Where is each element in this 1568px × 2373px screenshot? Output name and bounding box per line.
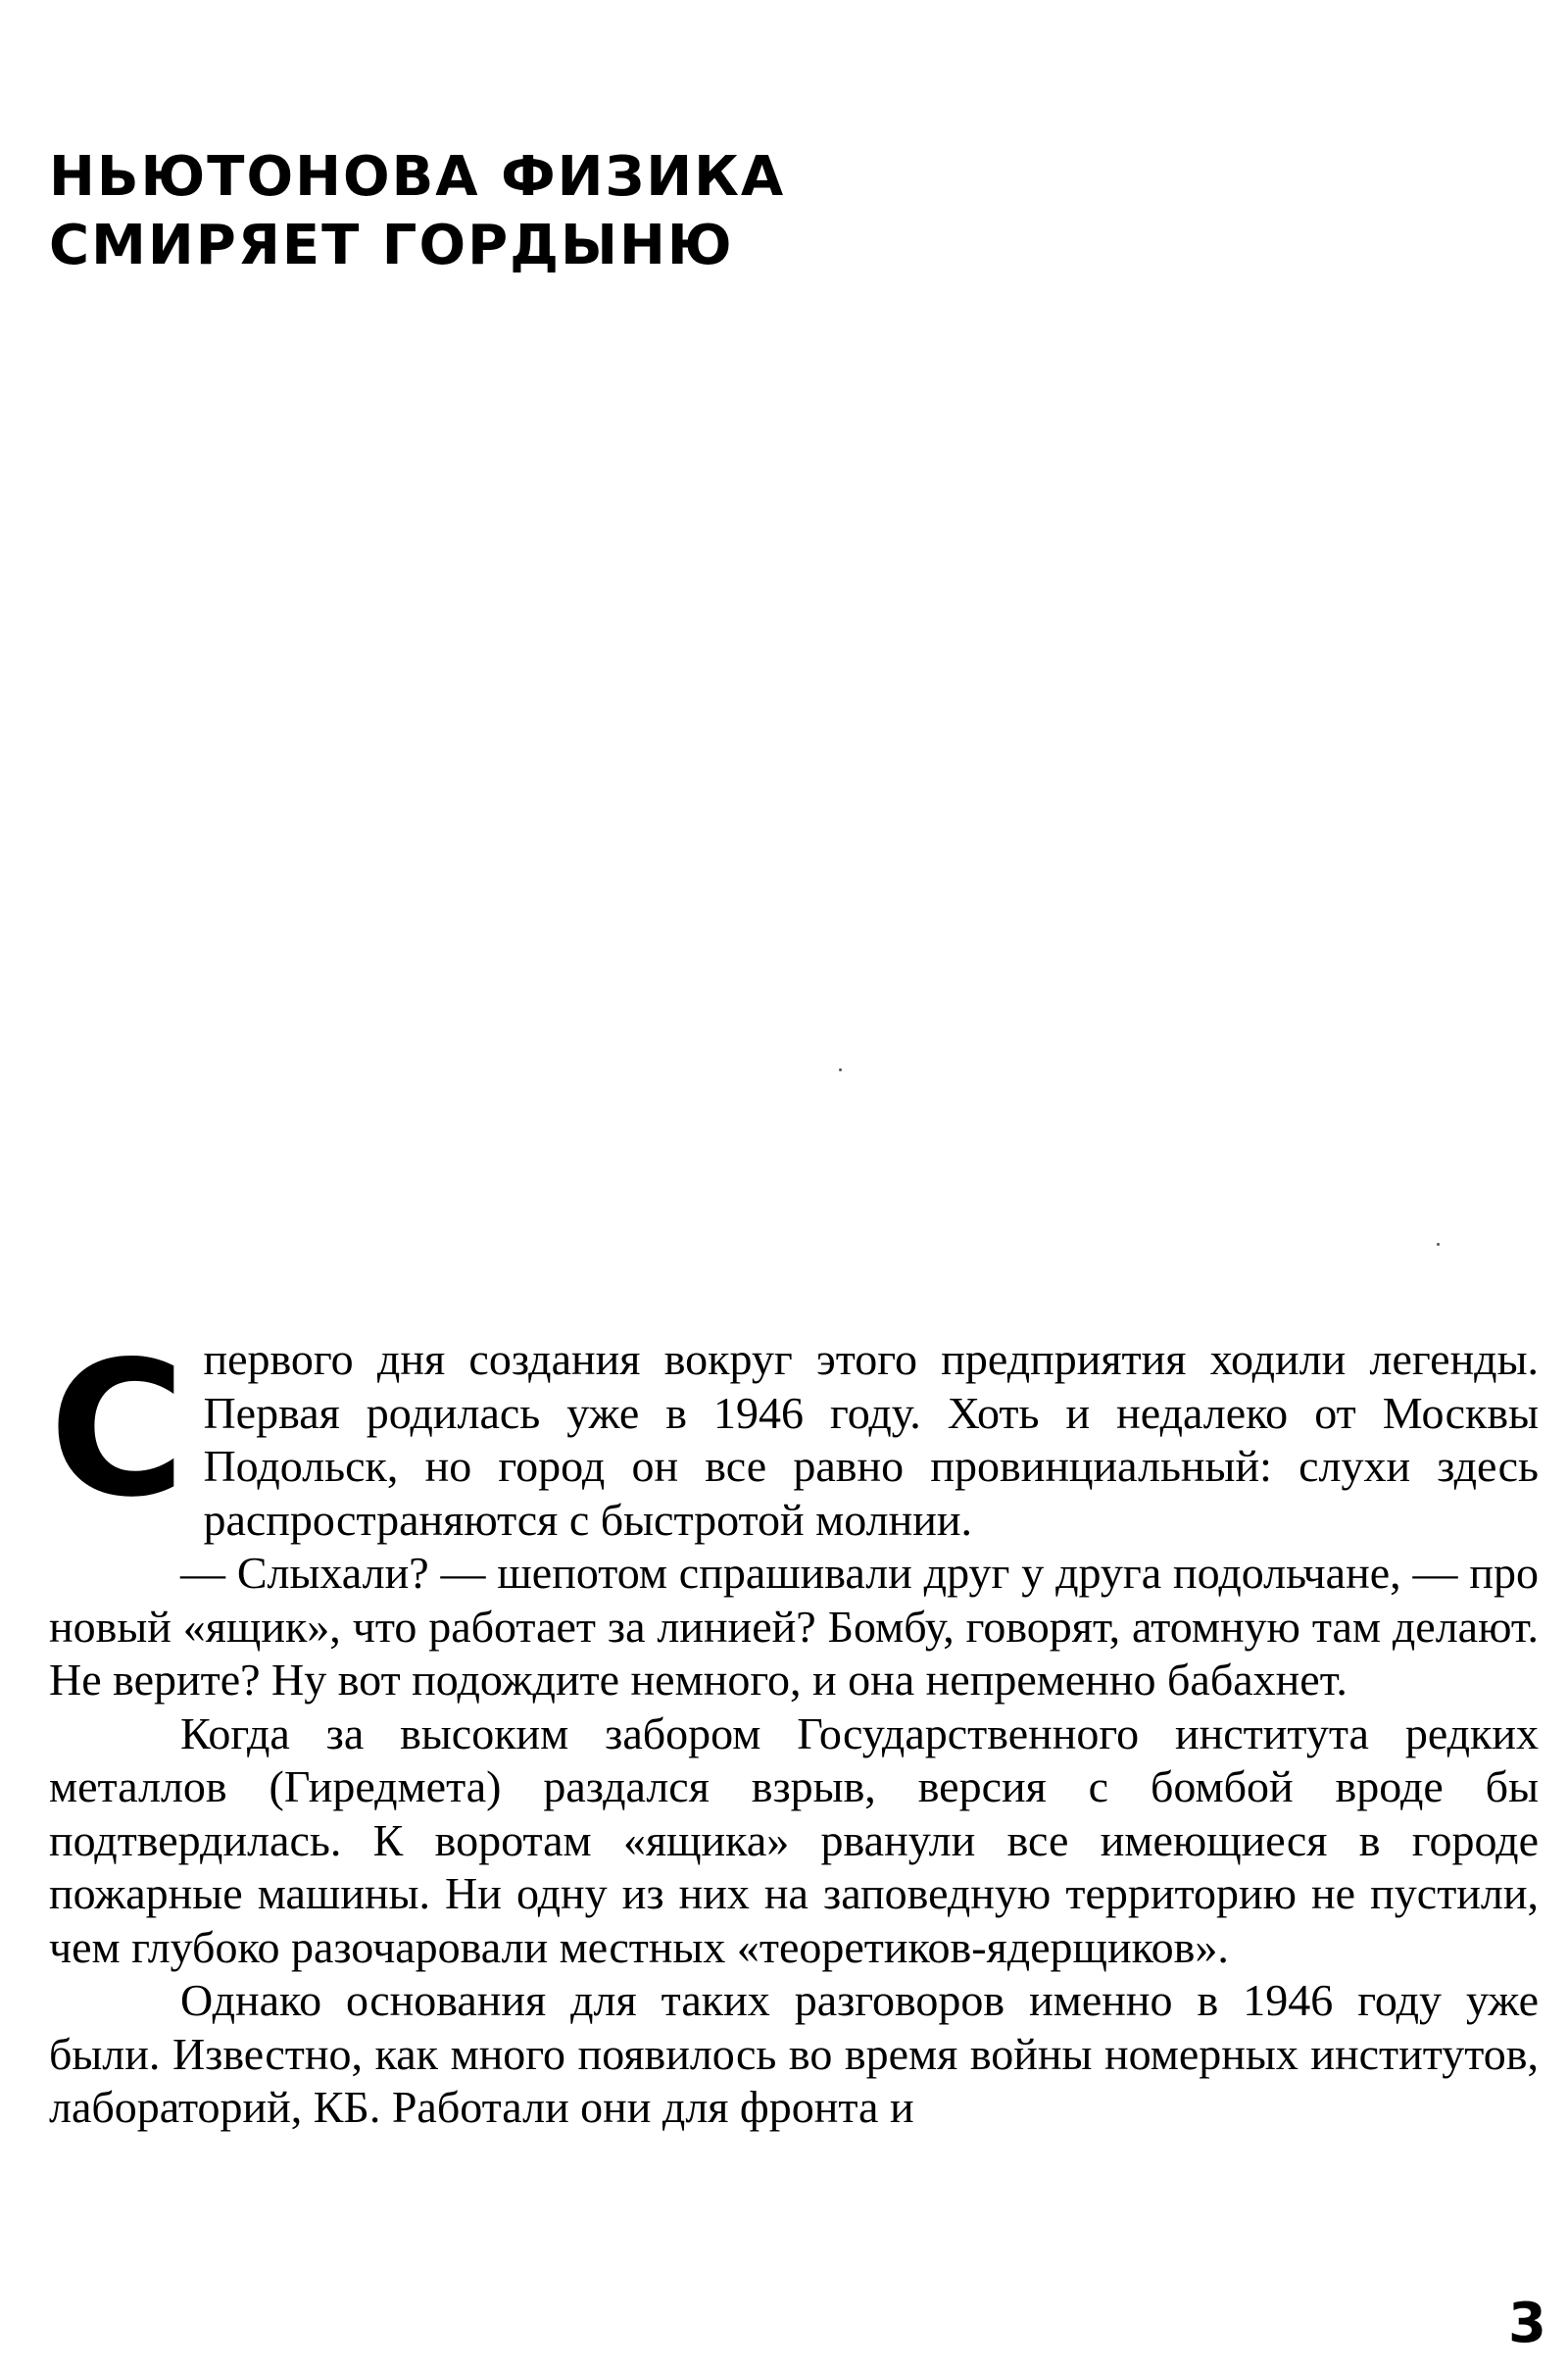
drop-cap: С <box>49 1321 186 1538</box>
print-speck <box>839 1068 842 1071</box>
paragraph-3: Когда за высоким забором Государственного института редких металлов (Гиредмета) раздался взрыв, версия с бомбой вроде бы подтвердилась. К воротам «ящика» рванули все имеющиеся в городе пожарные машины. Ни одну из них на заповедную территорию не пустили, чем глубоко разочаровали местных «теоретиков-ядерщиков». <box>49 1707 1539 1972</box>
paragraph-1-text: первого дня создания вокруг этого предприятия ходили легенды. Первая родилась уже в 1946 году. Хоть и недалеко от Москвы Подольск, но город он все равно провинциальный: слухи здесь распространяются с быстротой молнии. <box>203 1334 1539 1545</box>
paragraph-1 <box>49 1321 1539 1547</box>
chapter-title <box>49 143 785 280</box>
paragraph-4: Однако основания для таких разговоров именно в 1946 году уже были. Известно, как много появилось во время войны номерных институтов, лабораторий, КБ. Работали они для фронта и <box>49 1975 1539 2132</box>
chapter-title-line-1: НЬЮТОНОВА ФИЗИКА <box>49 145 786 209</box>
paragraph-2: — Слыхали? — шепотом спрашивали друг у друга подольчане, — про новый «ящик», что работает за линией? Бомбу, говорят, атомную там делают. Не верите? Ну вот подождите немного, и она непременно бабахнет. <box>49 1548 1539 1705</box>
page-number: 3 <box>1508 2292 1546 2355</box>
chapter-title-line-2: СМИРЯЕТ ГОРДЫНЮ <box>49 214 734 277</box>
body-text <box>49 1321 1539 2135</box>
print-speck <box>1437 1243 1440 1246</box>
